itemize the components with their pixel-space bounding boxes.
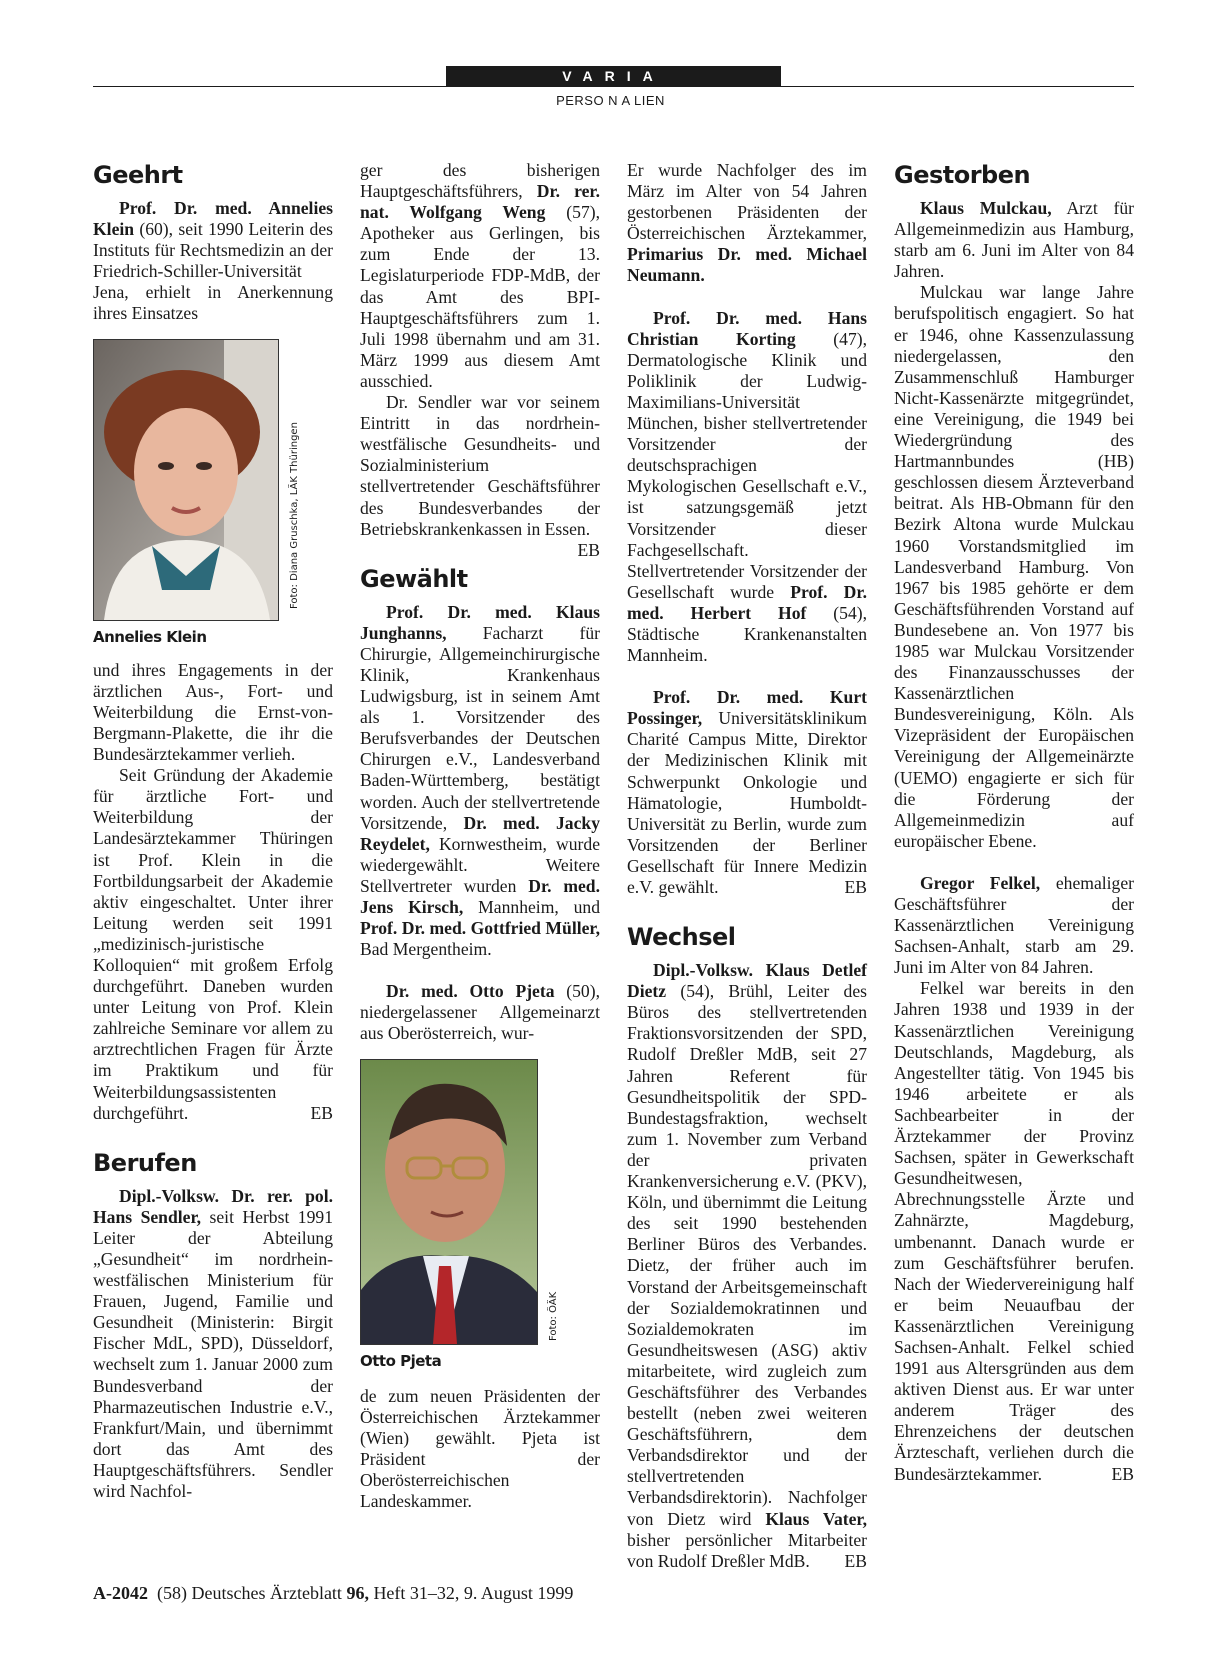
text: Arzt für Allgemeinmedizin aus Hamburg, starb am 6. Juni im Alter von 84 Jahren. [894, 198, 1134, 282]
text: (57), Apotheker aus Gerlingen, bis zum Ende der 13. Legislaturperiode FDP-MdB, der das Amt des BPI-Hauptgeschäftsführers zum 1. Juli 1998 übernahm und am 31. März 1999 aus diesem Amt ausschied. [360, 202, 601, 391]
photo-credit: Foto: ÖÄK [548, 1291, 559, 1341]
text: ehemaliger Geschäftsführer der Kassenärztlichen Vereinigung Sachsen-Anhalt, starb am 29. Juni im Alter von 84 Jahren. [894, 872, 1134, 978]
paragraph [360, 602, 600, 961]
author-signature: EB [844, 1550, 867, 1571]
author-signature: EB [577, 539, 600, 560]
portrait-photo-pjeta [360, 1059, 538, 1345]
text: (54), Brühl, Leiter des Büros des stellvertretenden Fraktionsvorsitzenden der SPD, Rudolf Dreßler MdB, seit 27 Jahren Referent für Gesundheitspolitik der SPD-Bundestagsfraktion, wechselt zum 1. November zum Verband der privaten Krankenversicherung e.V. (PKV), Köln, und übernimmt die Leitung des seit 1990 bestehenden Berliner Büros des Verbandes. Dietz, der früher auch im Vorstand der Arbeitsgemeinschaft der Sozialdemokratinnen und Sozialdemokraten im Gesundheitswesen (ASG) aktiv mitarbeitete, wird zugleich zum Geschäftsführer des Verbandes bestellt (neben zwei weiteren Geschäftsführern, dem Verbandsdirektor und der stellvertretenden Verbandsdirektorin). Nachfolger von Dietz wird [627, 981, 867, 1529]
paragraph [627, 687, 867, 898]
heading-gewaehlt: Gewählt [360, 564, 468, 593]
column-2 [360, 160, 600, 1512]
person-name: Dr. rer. nat. Wolfgang Weng [360, 181, 600, 223]
text: Mannheim, und [463, 897, 601, 917]
photo-figure-pjeta [360, 1059, 600, 1372]
author-signature: EB [844, 877, 867, 897]
text: (50), niedergelassener Allgemeinarzt aus Oberösterreich, wur- [360, 981, 600, 1044]
paragraph [360, 160, 600, 392]
person-name: Prof. Dr. med. Herbert Hof [627, 581, 867, 623]
paragraph [93, 765, 333, 1124]
photo-figure-klein [93, 339, 333, 648]
text: Felkel war bereits in den Jahren 1938 und 1939 in der Kassenärztlichen Vereinigung Deutschlands, Magdeburg, als Angestellter tätig. Von 1945 bis 1946 arbeitete er als Sachbearbeiter in der Ärztekammer der Provinz Sachsen, später in Gewerkschaft Gesundheitwesen, Abrechnungsstelle Ärzte und Zahnärzte, Magdeburg, umbenannt. Danach wurde er zum Geschäftsführer berufen. Nach der Wiedervereinigung half er beim Neuaufbau der Kassenärztlichen Vereinigung Sachsen-Anhalt. Felkel schied 1991 aus Altersgründen aus dem aktiven Dienst aus. Er war unter anderem Träger des Ehrenzeichens der deutschen Ärzteschaft, verliehen durch die Bundesärztekammer. [894, 978, 1134, 1484]
person-name: Prof. Dr. med. Klaus Junghanns, [360, 601, 600, 643]
heading-berufen: Berufen [93, 1148, 197, 1177]
portrait-image [94, 340, 278, 620]
text: Kornwestheim, wurde wiedergewählt. Weitere Stellvertreter wurden [360, 833, 600, 896]
author-signature: EB [1111, 1463, 1134, 1484]
text: Er wurde Nachfolger des im März im Alter von 54 Jahren gestorbenen Präsidenten der Österreichischen Ärztekammer, [627, 160, 867, 244]
paragraph [894, 978, 1134, 1484]
section-label: VARIA [446, 66, 781, 86]
paragraph: Mulckau war lange Jahre berufspolitisch engagiert. So hat er 1946, ohne Kassenzulassung niedergelassen, den Zusammenschluß Hamburger Nicht-Kassenärzte mitgegründet, eine Vereinigung, die 1949 bei Wiedergründung des Hartmannbundes (HB) geschlossen diesem Ärzteverband beitrat. Als HB-Obmann für den Bezirk Altona wurde Mulckau 1960 Vorstandsmitglied im Landesverband Hamburg. Von 1967 bis 1985 gehörte er dem Geschäftsführenden Vorstand auf Bundesebene an. Von 1977 bis 1985 war Mulckau Vorsitzender des Finanzausschusses der Kassenärztlichen Bundesvereinigung, Köln. Als Vizepräsident der Europäischen Vereinigung der Allgemeinärzte (UEMO) engagierte er sich für die Förderung der Allgemeinmedizin auf europäischer Ebene. [894, 282, 1134, 851]
header-rule [93, 86, 1134, 87]
text: Dr. Sendler war vor seinem Eintritt in das nordrhein-westfälische Gesundheits- und Sozialministerium stellvertretender Geschäftsführer des Bundesverbandes der Betriebskrankenkassen in Essen. [360, 392, 600, 539]
text: seit Herbst 1991 Leiter der Abteilung „Gesundheit“ im nordrhein-westfälischen Ministerium für Frauen, Jugend, Familie und Gesundheit (Ministerin: Birgit Fischer MdL, SPD), Düsseldorf, wechselt zum 1. Januar 2000 zum Bundesverband der Pharmazeutischen Industrie e.V., Frankfurt/Main, und übernimmt dort das Amt des Hauptgeschäftsführers. Sendler wird Nachfol- [93, 1206, 333, 1502]
heading-wechsel: Wechsel [627, 923, 736, 952]
portrait-photo-klein [93, 339, 279, 621]
paragraph: de zum neuen Präsidenten der Österreichischen Ärztekammer (Wien) gewählt. Pjeta ist Präsident der Oberösterreichischen Landeskammer. [360, 1385, 600, 1512]
photo-credit: Foto: Diana Gruschka, LÄK Thüringen [289, 421, 300, 609]
page-number: A-2042 [93, 1583, 148, 1603]
subsection-label: PERSO N A LIEN [556, 93, 665, 108]
column-3 [627, 160, 867, 1572]
paragraph [627, 960, 867, 1572]
person-name: Prof. Dr. med. Gottfried Müller, [360, 918, 600, 939]
column-1 [93, 160, 333, 1502]
text: (60), seit 1990 Leiterin des Instituts für Rechtsmedizin an der Friedrich-Schiller-Universität Jena, erhielt in Anerkennung ihres Einsatzes [93, 219, 333, 324]
person-name: Klaus Mulckau, [920, 198, 1052, 218]
person-name: Gregor Felkel, [920, 872, 1041, 893]
paragraph [360, 392, 600, 560]
heading-gestorben: Gestorben [894, 161, 1031, 189]
issue-info: Heft 31–32, 9. August 1999 [368, 1583, 574, 1603]
person-name: Prof. Dr. med. Hans Christian Korting [627, 307, 867, 349]
person-name: Dipl.-Volksw. Klaus Detlef Dietz [627, 960, 867, 1002]
portrait-image [361, 1060, 537, 1344]
paragraph [93, 198, 333, 325]
column-4 [894, 160, 1134, 1485]
paragraph: und ihres Engagements in der ärztlichen Aus-, Fort- und Weiterbildung die Ernst-von-Bergmann-Plakette, die ihr die Bundesärztekammer verlieh. [93, 659, 333, 765]
page-footer [93, 1583, 573, 1604]
text: (54), Städtische Krankenanstalten Mannheim. [627, 602, 867, 666]
paragraph [627, 160, 867, 287]
text: ger des bisherigen Hauptgeschäftsführers, [360, 160, 600, 202]
person-name: Dr. med. Jens Kirsch, [360, 875, 600, 917]
volume: 96, [346, 1583, 369, 1603]
person-name: Prof. Dr. med. Annelies Klein [93, 198, 333, 240]
text: bisher persönlicher Mitarbeiter von Rudolf Dreßler MdB. [627, 1529, 867, 1571]
paragraph [360, 981, 600, 1044]
paragraph [894, 873, 1134, 978]
person-name: Klaus Vater, [765, 1508, 867, 1529]
text: Universitätsklinikum Charité Campus Mitte, Direktor der Medizinischen Klinik mit Schwerpunkt Onkologie und Hämatologie, Humboldt-Universität zu Berlin, wurde zum Vorsitzenden der Berliner Gesellschaft für Innere Medizin e.V. gewählt. [627, 708, 867, 897]
text: Seit Gründung der Akademie für ärztliche Fort- und Weiterbildung der Landesärztekammer Thüringen ist Prof. Klein in die Fortbildungsarbeit der Akademie aktiv eingeschaltet. Unter ihrer Leitung werden seit 1991 „medizinisch-juristische Kolloquien“ mit großem Erfolg durchgeführt. Daneben wurden unter Leitung von Prof. Klein zahlreiche Seminare vor allem zu arztrechtlichen Fragen für Ärzte im Praktikum und für Weiterbildungsassistenten durchgeführt. [93, 765, 333, 1123]
text: Facharzt für Chirurgie, Allgemeinchirurgische Klinik, Krankenhaus Ludwigsburg, ist in seinem Amt als 1. Vorsitzender des Berufsverbandes der Deutschen Chirurgen e.V., Landesverband Baden-Württemberg, bestätigt worden. Auch der stellvertretende Vorsitzende, [360, 622, 600, 833]
person-name: Prof. Dr. med. Kurt Possinger, [627, 687, 867, 729]
photo-caption: Annelies Klein [93, 627, 207, 646]
person-name: Dr. med. Otto Pjeta [386, 981, 555, 1002]
paragraph [894, 198, 1134, 282]
person-name: Dr. med. Jacky Reydelet, [360, 812, 600, 854]
text: (47), Dermatologische Klinik und Poliklinik der Ludwig-Maximilians-Universität München, bisher stellvertretender Vorsitzender der deutschsprachigen Mykologischen Gesellschaft e.V., ist satzungsgemäß jetzt Vorsitzender dieser Fachgesellschaft. Stellvertretender Vorsitzender der Gesellschaft wurde [627, 328, 867, 602]
journal-info: (58) Deutsches Ärzteblatt [148, 1583, 347, 1603]
text: Bad Mergentheim. [360, 939, 492, 960]
author-signature: EB [310, 1102, 333, 1123]
heading-geehrt: Geehrt [93, 161, 183, 189]
person-name: Dipl.-Volksw. Dr. rer. pol. Hans Sendler, [93, 1185, 333, 1227]
photo-caption: Otto Pjeta [360, 1351, 442, 1370]
paragraph [93, 1186, 333, 1502]
paragraph [627, 308, 867, 667]
person-name: Primarius Dr. med. Michael Neumann. [627, 244, 867, 286]
